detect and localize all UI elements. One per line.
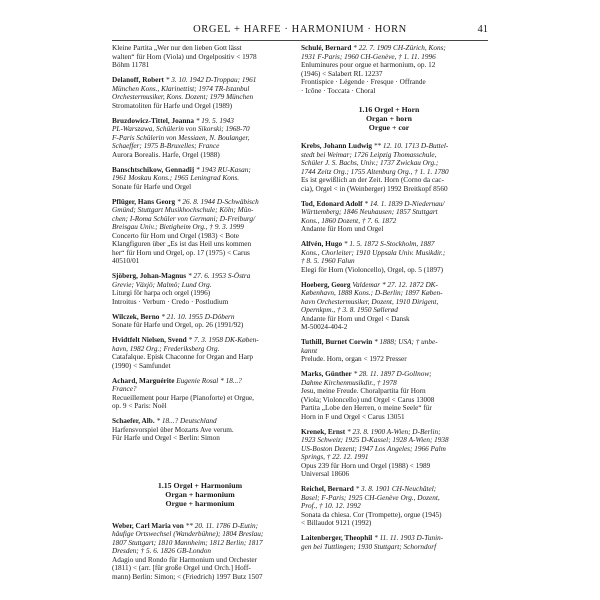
composer-bio: * 22. 7. 1909 CH-Zürich, Kons; <box>351 44 446 52</box>
composer-name: Tuthill, Burnet Corwin <box>301 338 373 346</box>
composer-bio: Schüler J. S. Bachs, Univ.; 1737 Zwickau Org.; <box>301 159 439 167</box>
composer-bio: Breisgau Univ.; Bietigheim Org., † 9. 3. 1999 <box>112 223 244 231</box>
composer-entry <box>112 272 288 306</box>
composer-bio: København, 1888 Kons.; D-Berlin; 1897 Køben- <box>301 289 443 297</box>
composer-bio: F-Paris Schülerin von Messiaen, N. Boulanger, <box>112 133 250 142</box>
section-subtitle-en: Organ + harmonium <box>165 489 235 499</box>
composer-entry <box>301 142 477 193</box>
composer-bio: Opernkpm., † 3. 8. 1950 Søllerød <box>301 306 398 314</box>
composer-entry <box>301 370 477 421</box>
composer-bio: ** 12. 10. 1713 D-Buttel- <box>371 142 449 150</box>
composer-name: Sjöberg, Johan-Magnus <box>112 272 187 280</box>
composer-bio: * 3. 8. 1901 CH-Neuchâtel; <box>353 485 437 493</box>
composer-name: Schaefer, Alb. <box>112 417 155 425</box>
composer-bio: * 1943 RU-Kasan; <box>194 165 251 174</box>
composer-name: Laitenberger, Theophil <box>301 534 373 542</box>
entry-heading <box>301 240 477 249</box>
work-line: Horn in F und Orgel < Carus 13051 <box>301 412 405 421</box>
work-line: her“ für Horn und Orgel, op. 17 (1975) < Carus <box>112 248 250 257</box>
composer-bio: PL-Warszawa, Schülerin von Sikorski; 1968-70 <box>112 125 250 133</box>
right-entries <box>301 142 477 551</box>
composer-bio: Grevie; Växjö; Malmö; Lund Org. <box>112 280 212 289</box>
composer-bio: France? <box>112 385 137 393</box>
work-line: (1811) < (arr. [für große Orgel und Orch.] Hoff- <box>112 564 251 572</box>
composer-bio: * 19. 5. 1943 <box>194 116 234 125</box>
work-line: Stromatoliten für Harfe und Orgel (1989) <box>112 101 233 110</box>
composer-bio: 1961 Moskau Kons.; 1965 Leningrad Kons. <box>112 174 240 182</box>
composer-name: Achard, Marguérite <box>112 376 175 385</box>
composer-entry <box>112 166 288 192</box>
work-line: op. 9 < Paris: Noël <box>112 402 167 410</box>
composer-bio: * 27. 6. 1953 S-Östra <box>186 272 251 280</box>
work-line: Es ist gewißlich an der Zeit. Horn (Corno da cac- <box>301 176 444 184</box>
entry-heading <box>301 534 477 543</box>
composer-bio: Basel; F-Paris; 1925 CH-Genève Org., Dozent, <box>301 493 440 502</box>
composer-name: Pflüger, Hans Georg <box>112 197 176 206</box>
composer-name: Schulé, Bernard <box>301 44 352 52</box>
composer-entry <box>112 417 288 443</box>
work-line: Jesu, meine Freude. Choralpartita für Horn <box>301 387 426 395</box>
composer-entry <box>112 377 288 411</box>
header-rule <box>112 40 488 41</box>
work-line: Elegi för Horn (Violoncello), Orgel, op. 5 (1897) <box>301 265 443 274</box>
left-entries <box>112 76 288 443</box>
composer-name: Tod, Edonard Adolf <box>301 199 363 208</box>
composer-entry <box>301 485 477 528</box>
work-line: Enluminures pour orgue et harmonium, op. 12 <box>301 61 436 69</box>
entry-heading <box>112 198 288 207</box>
entry-heading <box>112 377 288 386</box>
composer-entry <box>301 281 477 332</box>
work-line: Sonate für Harfe und Orgel <box>112 182 192 191</box>
section-title: 1.15 Orgel + Harmonium <box>157 480 243 490</box>
work-line: (1990) < Samfundet <box>112 361 171 370</box>
work-line: < Billaudot 9121 (1992) <box>301 519 372 527</box>
section-subtitle-fr: Orgue + harmonium <box>165 498 235 508</box>
composer-bio: 1923 Schweiz; 1925 D-Kassel; 1928 A-Wien; 1938 <box>301 436 449 444</box>
work-line: Aurora Borealis. Harfe, Orgel (1988) <box>112 150 220 159</box>
work-line: Partita „Lobe den Herren, o meine Seele“ für <box>301 404 432 412</box>
entry-heading <box>112 417 288 426</box>
work-line: Frontispice · Légende · Fresque · Offrande <box>301 78 426 86</box>
composer-bio: 1931 F-Paris; 1960 CH-Genève, † 1. 11. 1996 <box>301 52 436 61</box>
work-line: M-50024-404-2 <box>301 323 348 331</box>
section-heading-1-16 <box>301 105 477 132</box>
composer-bio: * 1. 5. 1872 S-Stockholm, 1887 <box>342 240 435 248</box>
entry-heading <box>301 428 477 437</box>
section-subtitle-en: Organ + horn <box>365 114 413 123</box>
composer-name: Weber, Carl Maria von <box>112 521 184 530</box>
entry-heading <box>112 76 288 85</box>
composer-entry <box>301 428 477 479</box>
composer-entry <box>112 117 288 160</box>
section-subtitle-fr: Orgue + cor <box>368 123 410 132</box>
work-line: Andante für Horn und Orgel < Dansk <box>301 314 410 323</box>
composer-bio: * 18...? Deutschland <box>154 417 217 425</box>
composer-bio: * 3. 10. 1942 D-Troppau; 1961 <box>163 76 257 84</box>
composer-bio: Schaeffer; 1975 B-Bruxelles; France <box>112 142 220 150</box>
section-heading-1-15 <box>112 481 288 508</box>
work-line: Liturgi för harpa och orgel (1996) <box>112 289 211 297</box>
entry-heading <box>112 336 288 345</box>
work-line: Klangfiguren über „Es ist das Heil uns kommen <box>112 240 252 248</box>
composer-entry <box>301 44 477 95</box>
composer-bio: * 23. 8. 1900 A-Wien; D-Berlin; <box>345 427 441 436</box>
composer-bio: 1744 Zeitz Org.; 1755 Altenburg Org., † 1. 1. 1780 <box>301 167 449 176</box>
composer-bio: * 21. 10. 1955 D-Döbern <box>159 312 235 321</box>
entry-heading <box>301 44 477 53</box>
entry-heading <box>301 370 477 379</box>
work-line: walten“ für Horn (Viola) und Orgelpositiv < 1978 <box>112 52 257 61</box>
work-line: cia), Orgel < in (Weinberger) 1992 Breitkopf 8560 <box>301 184 448 193</box>
composer-bio: 1807 Stuttgart; 1810 Mannheim; 1812 Berlin; 1817 <box>112 538 263 547</box>
composer-entry <box>301 338 477 364</box>
composer-bio: ** 20. 11. 1786 D-Eutin; <box>183 521 258 530</box>
work-line: · Icône · Toccata · Choral <box>301 86 376 95</box>
entry-heading <box>301 200 477 209</box>
composer-name: Krebs, Johann Ludwig <box>301 142 372 150</box>
entry-heading <box>301 338 477 347</box>
composer-bio: stedt bei Weimar; 1726 Leipzig Thomasschule, <box>301 150 437 159</box>
work-line: mann) Berlin: Simon; < (Friedrich) 1997 Butz 1507 <box>112 572 263 581</box>
page-header <box>112 22 488 40</box>
left-after-entries <box>112 522 288 582</box>
intro-entry <box>112 44 288 70</box>
composer-bio: * 7. 3. 1958 DK-Køben- <box>186 336 259 344</box>
composer-bio: * 28. 11. 1897 D-Gollnow; <box>351 370 432 378</box>
composer-entry <box>112 76 288 110</box>
composer-bio: häufige Ortswechsel (Wanderbühne); 1804 Breslau; <box>112 530 264 538</box>
composer-bio: Springs, † 22. 12. 1991 <box>301 453 369 461</box>
work-line: Für Harfe und Orgel < Berlin: Simon <box>112 434 220 442</box>
composer-bio: Dresden; † 5. 6. 1826 GB-London <box>112 547 212 555</box>
entry-heading <box>112 117 288 126</box>
work-line: Catafalque. Episk Chaconne for Organ and Harp <box>112 353 253 361</box>
composer-name: Bruzdowicz-Tittel, Joanna <box>112 116 195 125</box>
work-line: Sonata da chiesa. Cor (Trompette), orgue (1945) <box>301 510 442 519</box>
right-column <box>301 44 477 558</box>
composer-bio: * 14. 1. 1839 D-Niedernau/ <box>362 199 445 208</box>
work-line: Recueillement pour Harpe (Pianoforte) et Orgue, <box>112 393 254 402</box>
composer-bio: † 8. 5. 1960 Falun <box>301 257 355 265</box>
entry-heading <box>301 485 477 494</box>
composer-bio: * 26. 8. 1944 D-Schwäbisch <box>175 197 259 206</box>
work-line: Universal 18606 <box>301 470 350 478</box>
work-line: (Viola; Violoncello) und Orgel < Carus 13008 <box>301 395 435 404</box>
composer-entry <box>301 534 477 551</box>
composer-name: Banschtschikow, Gennadij <box>112 165 195 174</box>
composer-bio: havn Orchestermusiker, Dozent, 1910 Dirigent, <box>301 297 439 306</box>
composer-bio: * 11. 11. 1903 D-Tunin- <box>372 534 444 542</box>
composer-bio: * 1888; USA; † unbe- <box>372 338 438 346</box>
work-line: Harfensvorspiel über Mozarts Ave verum. <box>112 425 234 434</box>
work-line: Böhm 11781 <box>112 61 150 69</box>
composer-name: Marks, Günther <box>301 370 352 378</box>
composer-name: Wilczek, Berno <box>112 312 160 321</box>
entry-heading <box>112 522 288 531</box>
page-number: 41 <box>477 24 488 35</box>
running-title: ORGEL + HARFE · HARMONIUM · HORN <box>193 24 407 35</box>
work-line: Adagio und Rondo für Harmonium und Orchester <box>112 555 257 564</box>
composer-bio: Kons., Chorleiter; 1910 Uppsala Univ. Musikdir.; <box>301 248 446 257</box>
entry-heading <box>301 142 477 151</box>
work-line: (1946) < Salabert RL 12237 <box>301 69 383 78</box>
section-title: 1.16 Orgel + Horn <box>358 105 420 114</box>
composer-entry <box>112 336 288 370</box>
composer-entry <box>301 240 477 274</box>
composer-name: Hoeberg, Georg <box>301 280 351 289</box>
composer-name: Hvidtfelt Nielsen, Svend <box>112 336 187 344</box>
composer-bio: havn, 1982 Org.; Frederiksberg Org. <box>112 344 220 353</box>
composer-name: Reichel, Bernard <box>301 485 354 493</box>
composer-name: Krenek, Ernst <box>301 427 346 436</box>
composer-bio: chen; I-Roma Schüler von Germani; D-Freiburg/ <box>112 214 256 223</box>
composer-bio: Dahme Kirchenmusikdir., † 1978 <box>301 378 397 387</box>
work-line: 40510/01 <box>112 257 140 265</box>
work-line: Opus 239 für Horn und Orgel (1988) < 1989 <box>301 461 431 470</box>
composer-bio: München Kons., Klarinettist; 1974 TR-Istanbul <box>112 84 250 93</box>
entry-heading <box>112 166 288 175</box>
composer-name: Alfvén, Hugo <box>301 240 343 248</box>
composer-entry <box>112 313 288 330</box>
right-top-entries <box>301 44 477 95</box>
work-line: Prelude. Horn, organ < 1972 Presser <box>301 355 407 363</box>
work-line: Concerto für Horn und Orgel (1983) < Bote <box>112 231 239 240</box>
work-line: Sonate für Harfe und Orgel, op. 26 (1991/92) <box>112 321 244 329</box>
work-line: Andante für Horn und Orgel <box>301 225 384 233</box>
composer-bio: Gmünd; Stuttgart Musikhochschule; Köln; Mün- <box>112 206 254 214</box>
composer-entry <box>301 200 477 234</box>
composer-bio: Orchestermusiker, Kons. Dozent; 1979 München <box>112 93 254 101</box>
composer-bio: Kons., 1860 Dozent, † 7. 6. 1872 <box>301 216 397 225</box>
composer-bio: kannt <box>301 346 318 355</box>
composer-bio: US-Boston Dezent; 1947 Los Angeles; 1966 Palm <box>301 444 446 453</box>
composer-bio: gen bei Tuttlingen; 1930 Stuttgart; Schorndorf <box>301 542 437 551</box>
entry-heading <box>112 313 288 322</box>
composer-bio: Prof., † 10. 12. 1992 <box>301 502 361 510</box>
composer-bio: Valdemar * 27. 12. 1872 DK- <box>350 280 438 289</box>
composer-entry <box>112 198 288 266</box>
composer-bio: Württemberg; 1846 Neuhausen; 1857 Stuttgart <box>301 208 438 216</box>
entry-heading <box>112 272 288 281</box>
work-line: Introitus · Verbum · Credo · Postludium <box>112 297 229 306</box>
left-column <box>112 44 288 588</box>
composer-name: Delanoff, Robert <box>112 76 164 84</box>
work-line: Kleine Partita „Wer nur den lieben Gott lässt <box>112 44 242 52</box>
composer-entry <box>112 522 288 582</box>
composer-bio: Eugenie Rosal * 18...? <box>174 376 242 385</box>
entry-heading <box>301 281 477 290</box>
